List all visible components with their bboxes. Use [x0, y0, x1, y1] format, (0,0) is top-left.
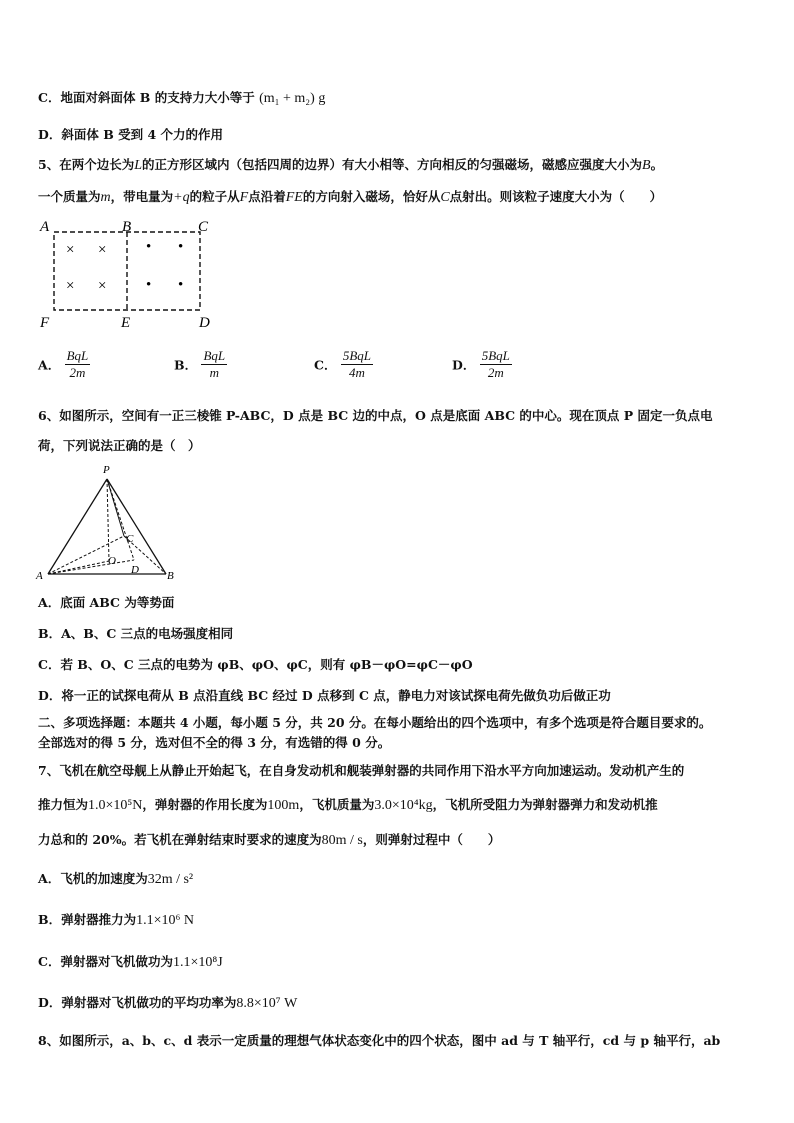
- q6-option-d: D．将一正的试探电荷从 B 点沿直线 BC 经过 D 点移到 C 点，静电力对该试探电荷先做负功后做正功: [38, 688, 611, 703]
- q8-stem-line1: 8、如图所示，a、b、c、d 表示一定质量的理想气体状态变化中的四个状态，图中 ad 与 T 轴平行，cd 与 p 轴平行，ab: [38, 1033, 721, 1048]
- q6-option-b: B．A、B、C 三点的电场强度相同: [38, 626, 234, 641]
- q7-option-a: A．飞机的加速度为32m / s²: [38, 871, 194, 887]
- q7-option-d: D．弹射器对飞机做功的平均功率为8.8×10⁷ W: [38, 995, 298, 1011]
- q7-stem-line2: 推力恒为1.0×10⁵N，弹射器的作用长度为100m，飞机质量为3.0×10⁴kg，飞机所受阻力为弹射器弹力和发动机推: [38, 797, 658, 813]
- svg-text:•: •: [178, 277, 184, 293]
- label-a: A: [40, 219, 50, 235]
- svg-text:•: •: [146, 277, 152, 293]
- q7-stem-line3: 力总和的 20%。若飞机在弹射结束时要求的速度为80m / s，则弹射过程中（ ）: [38, 832, 501, 848]
- q6-stem-line1: 6、如图所示，空间有一正三棱锥 P-ABC，D 点是 BC 边的中点，O 点是底面 ABC 的中心。现在顶点 P 固定一负点电: [38, 408, 713, 423]
- q5-option-a: A． $\frac{\text{BqL}}{2m}$: [38, 348, 89, 380]
- q6-option-a: A．底面 ABC 为等势面: [38, 595, 175, 610]
- label-c: C: [126, 533, 134, 545]
- svg-text:×: ×: [66, 278, 75, 294]
- label-b: B: [167, 570, 174, 582]
- svg-text:×: ×: [66, 242, 75, 258]
- q7-option-b: B．弹射器推力为1.1×10⁶ N: [38, 912, 194, 928]
- label-o: O: [108, 555, 116, 567]
- q5-magnetic-field-figure: [36, 214, 226, 332]
- q5-option-c: C． $\frac{\text{5BqL}}{4m}$: [314, 348, 371, 380]
- q4-option-d: D．斜面体 B 受到 4 个力的作用: [38, 127, 224, 142]
- q6-option-c: C．若 B、O、C 三点的电势为 φB、φO、φC，则有 φB－φO=φC－φO: [38, 657, 473, 672]
- q4-option-c: C．地面对斜面体 B 的支持力大小等于 (m₁ + m₂) g: [38, 90, 326, 106]
- svg-text:•: •: [178, 239, 184, 255]
- label-c: C: [198, 219, 209, 235]
- label-p: P: [103, 464, 110, 476]
- q5-option-d: D． $\frac{\text{5BqL}}{2m}$: [452, 348, 510, 380]
- field-out-of-page-symbols: [146, 239, 183, 293]
- q6-stem-line2: 荷，下列说法正确的是（ ）: [38, 438, 201, 453]
- label-f: F: [40, 315, 50, 331]
- q7-option-c: C．弹射器对飞机做功为1.1×10⁸J: [38, 954, 223, 970]
- label-d: D: [199, 315, 210, 331]
- field-into-page-symbols: [66, 242, 106, 294]
- label-a: A: [36, 570, 43, 582]
- q5-stem-line1: 5、在两个边长为L的正方形区域内（包括四周的边界）有大小相等、方向相反的匀强磁场，磁感应强度大小为B。: [38, 157, 664, 173]
- label-d: D: [131, 564, 139, 576]
- svg-text:•: •: [146, 239, 152, 255]
- section2-instructions-line2: 全部选对的得 5 分，选对但不全的得 3 分，有选错的得 0 分。: [38, 735, 391, 750]
- label-b: B: [122, 219, 132, 235]
- q5-option-b: B． $\frac{\text{BqL}}{m}$: [174, 348, 226, 380]
- svg-text:×: ×: [98, 242, 107, 258]
- section2-instructions-line1: 二、多项选择题：本题共 4 小题，每小题 5 分，共 20 分。在每小题给出的四个选项中，有多个选项是符合题目要求的。: [38, 715, 712, 730]
- q6-pyramid-figure: [34, 460, 184, 584]
- label-e: E: [121, 315, 131, 331]
- q7-stem-line1: 7、飞机在航空母舰上从静止开始起飞，在自身发动机和舰装弹射器的共同作用下沿水平方向加速运动。发动机产生的: [38, 763, 685, 778]
- q4-option-c-math: (m₁ + m₂) g: [259, 91, 326, 106]
- q5-stem-line2: 一个质量为m，带电量为+q的粒子从F点沿着FE的方向射入磁场，恰好从C点射出。则该粒子速度大小为（ ）: [38, 189, 663, 205]
- svg-text:×: ×: [98, 278, 107, 294]
